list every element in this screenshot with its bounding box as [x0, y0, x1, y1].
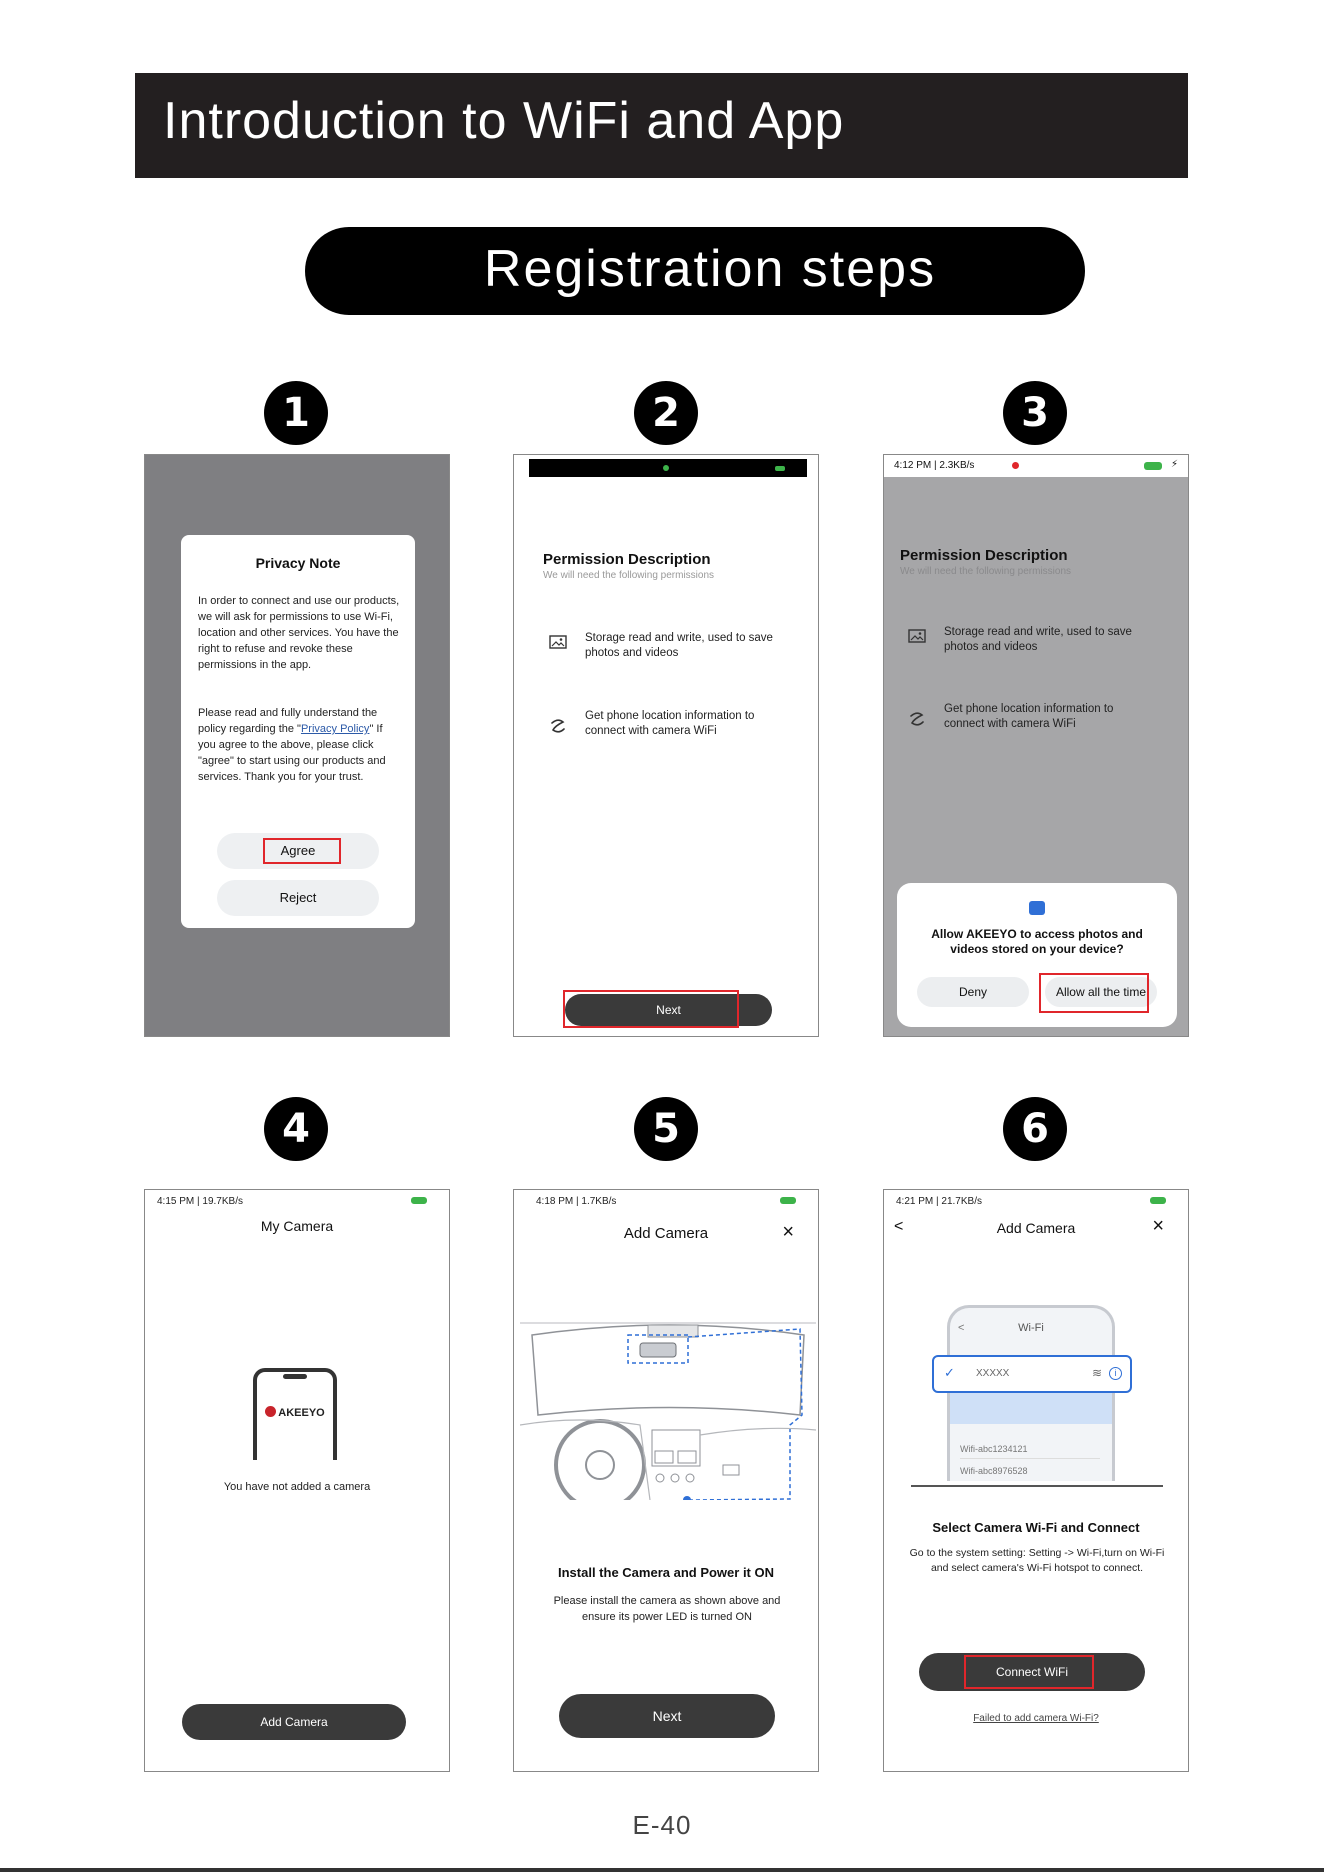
phone-screen-3 [883, 454, 1189, 1037]
permission-location-text: Get phone location information to connect with camera WiFi [585, 710, 755, 737]
my-camera-title: My Camera [260, 1218, 334, 1234]
empty-message: You have not added a camera [223, 1481, 371, 1493]
recording-dot-icon [1012, 462, 1019, 469]
phone-wifi-illustration [947, 1305, 1115, 1481]
failed-link[interactable]: Failed to add camera Wi-Fi? [973, 1713, 1099, 1724]
location-icon [549, 717, 567, 735]
status-time: 4:18 PM | 1.7KB/s [536, 1196, 617, 1207]
permission-location-text: Get phone location information to connect with camera WiFi [944, 703, 1114, 730]
allow-button[interactable]: Allow all the time [1045, 977, 1157, 1007]
status-time: 4:12 PM | 2.3KB/s [894, 460, 975, 471]
battery-icon [775, 466, 785, 471]
info-icon: i [1109, 1367, 1122, 1380]
highlight-allow [1039, 973, 1149, 1013]
deny-button[interactable]: Deny [917, 977, 1029, 1007]
page-number: E-40 [632, 1810, 692, 1840]
status-bar [884, 1190, 1188, 1212]
privacy-text-2-post: " If you agree to the above, please click "agree" to start using our products and services. Thank you for your trust. [198, 723, 386, 783]
battery-icon [411, 1197, 427, 1204]
permission-subtitle: We will need the following permissions [900, 566, 1072, 577]
highlight-next [563, 990, 739, 1028]
windshield-illustration [520, 1305, 816, 1500]
image-icon [908, 629, 926, 643]
wifi-item-1-label: Wifi-abc1234121 [960, 1444, 1028, 1454]
permission-subtitle: We will need the following permissions [543, 570, 715, 581]
highlight-connect [964, 1655, 1094, 1689]
phone-illustration [253, 1368, 337, 1460]
status-bar [514, 1190, 818, 1212]
privacy-text-2 [198, 705, 402, 785]
privacy-title: Privacy Note [255, 555, 341, 571]
selected-shadow [950, 1388, 1112, 1424]
wifi-header: Wi-Fi [1018, 1322, 1044, 1334]
permission-title: Permission Description [543, 551, 711, 568]
permission-storage-text: Storage read and write, used to save photos and videos [585, 632, 773, 659]
close-icon[interactable]: × [1152, 1215, 1164, 1237]
page-title: Introduction to WiFi and App [163, 92, 845, 150]
step-number-2: 2 [634, 381, 698, 445]
wifi-signal-icon: ≋ [1091, 1366, 1102, 1380]
status-time: 4:15 PM | 19.7KB/s [157, 1196, 243, 1207]
wifi-item-2-label: Wifi-abc8976528 [960, 1466, 1028, 1476]
permission-storage-text: Storage read and write, used to save photos and videos [944, 626, 1132, 653]
image-icon [549, 635, 567, 649]
check-icon: ✓ [944, 1365, 955, 1380]
camera-dot-icon [663, 465, 669, 471]
select-wifi-description: Go to the system setting: Setting -> Wi-Fi,turn on Wi-Fi and select camera's Wi-Fi hotspot to connect. [909, 1547, 1165, 1574]
status-bar [529, 459, 807, 477]
battery-icon [1150, 1197, 1166, 1204]
add-camera-title: Add Camera [623, 1225, 709, 1242]
next-button[interactable]: Next [565, 994, 772, 1026]
divider [911, 1485, 1163, 1487]
battery-icon [780, 1197, 796, 1204]
privacy-policy-link[interactable]: Privacy Policy [300, 723, 370, 735]
step-number-3: 3 [1003, 381, 1067, 445]
status-bar [884, 455, 1188, 477]
phone-notch [283, 1374, 307, 1379]
highlight-agree [263, 838, 341, 864]
status-time: 4:21 PM | 21.7KB/s [896, 1196, 982, 1207]
agree-button[interactable]: Agree [217, 833, 379, 869]
wifi-item-2 [960, 1466, 1100, 1476]
reject-button[interactable]: Reject [217, 880, 379, 916]
charging-icon: ⚡ [1170, 459, 1178, 470]
section-title: Registration steps [483, 240, 937, 298]
step-number-5: 5 [634, 1097, 698, 1161]
status-bar [145, 1190, 449, 1212]
brand-logo-icon [265, 1406, 276, 1417]
dialog-text: Allow AKEEYO to access photos and videos stored on your device? [931, 927, 1143, 956]
step-number-1: 1 [264, 381, 328, 445]
bottom-rule [0, 1868, 1324, 1872]
brand-row [257, 1406, 333, 1419]
phone-screen-5 [513, 1189, 819, 1772]
install-heading: Install the Camera and Power it ON [558, 1565, 774, 1580]
wifi-item-1 [960, 1444, 1100, 1459]
close-icon[interactable]: × [782, 1221, 794, 1243]
add-camera-button[interactable]: Add Camera [182, 1704, 406, 1740]
gallery-icon [1029, 901, 1045, 915]
battery-icon [1144, 462, 1162, 470]
connect-wifi-button[interactable]: Connect WiFi [919, 1653, 1145, 1691]
privacy-dialog [181, 535, 415, 928]
location-icon [908, 710, 926, 728]
privacy-text-2-pre: Please read and fully understand the policy regarding the " [198, 707, 378, 735]
selected-wifi-card [932, 1355, 1132, 1393]
step-number-4: 4 [264, 1097, 328, 1161]
select-wifi-heading: Select Camera Wi-Fi and Connect [932, 1520, 1140, 1535]
back-icon[interactable]: < [894, 1218, 904, 1235]
step-number-6: 6 [1003, 1097, 1067, 1161]
phone-screen-2 [513, 454, 819, 1037]
permission-title: Permission Description [900, 547, 1068, 564]
phone-screen-4 [144, 1189, 450, 1772]
privacy-text-1: In order to connect and use our products, we will ask for permissions to use Wi-Fi, location and other services. You have the right to refuse and revoke these permissions in the app. [198, 595, 400, 671]
phone-screen-6 [883, 1189, 1189, 1772]
back-arrow-icon: < [958, 1322, 965, 1334]
next-button[interactable]: Next [559, 1694, 775, 1738]
section-title-pill [305, 227, 1085, 315]
header-bar [135, 73, 1188, 178]
selected-wifi-name: XXXXX [976, 1368, 1010, 1379]
add-camera-title: Add Camera [996, 1220, 1076, 1236]
brand-name: AKEEYO [278, 1407, 325, 1419]
install-description: Please install the camera as shown above and ensure its power LED is turned ON [553, 1595, 781, 1623]
phone-screen-1 [144, 454, 450, 1037]
